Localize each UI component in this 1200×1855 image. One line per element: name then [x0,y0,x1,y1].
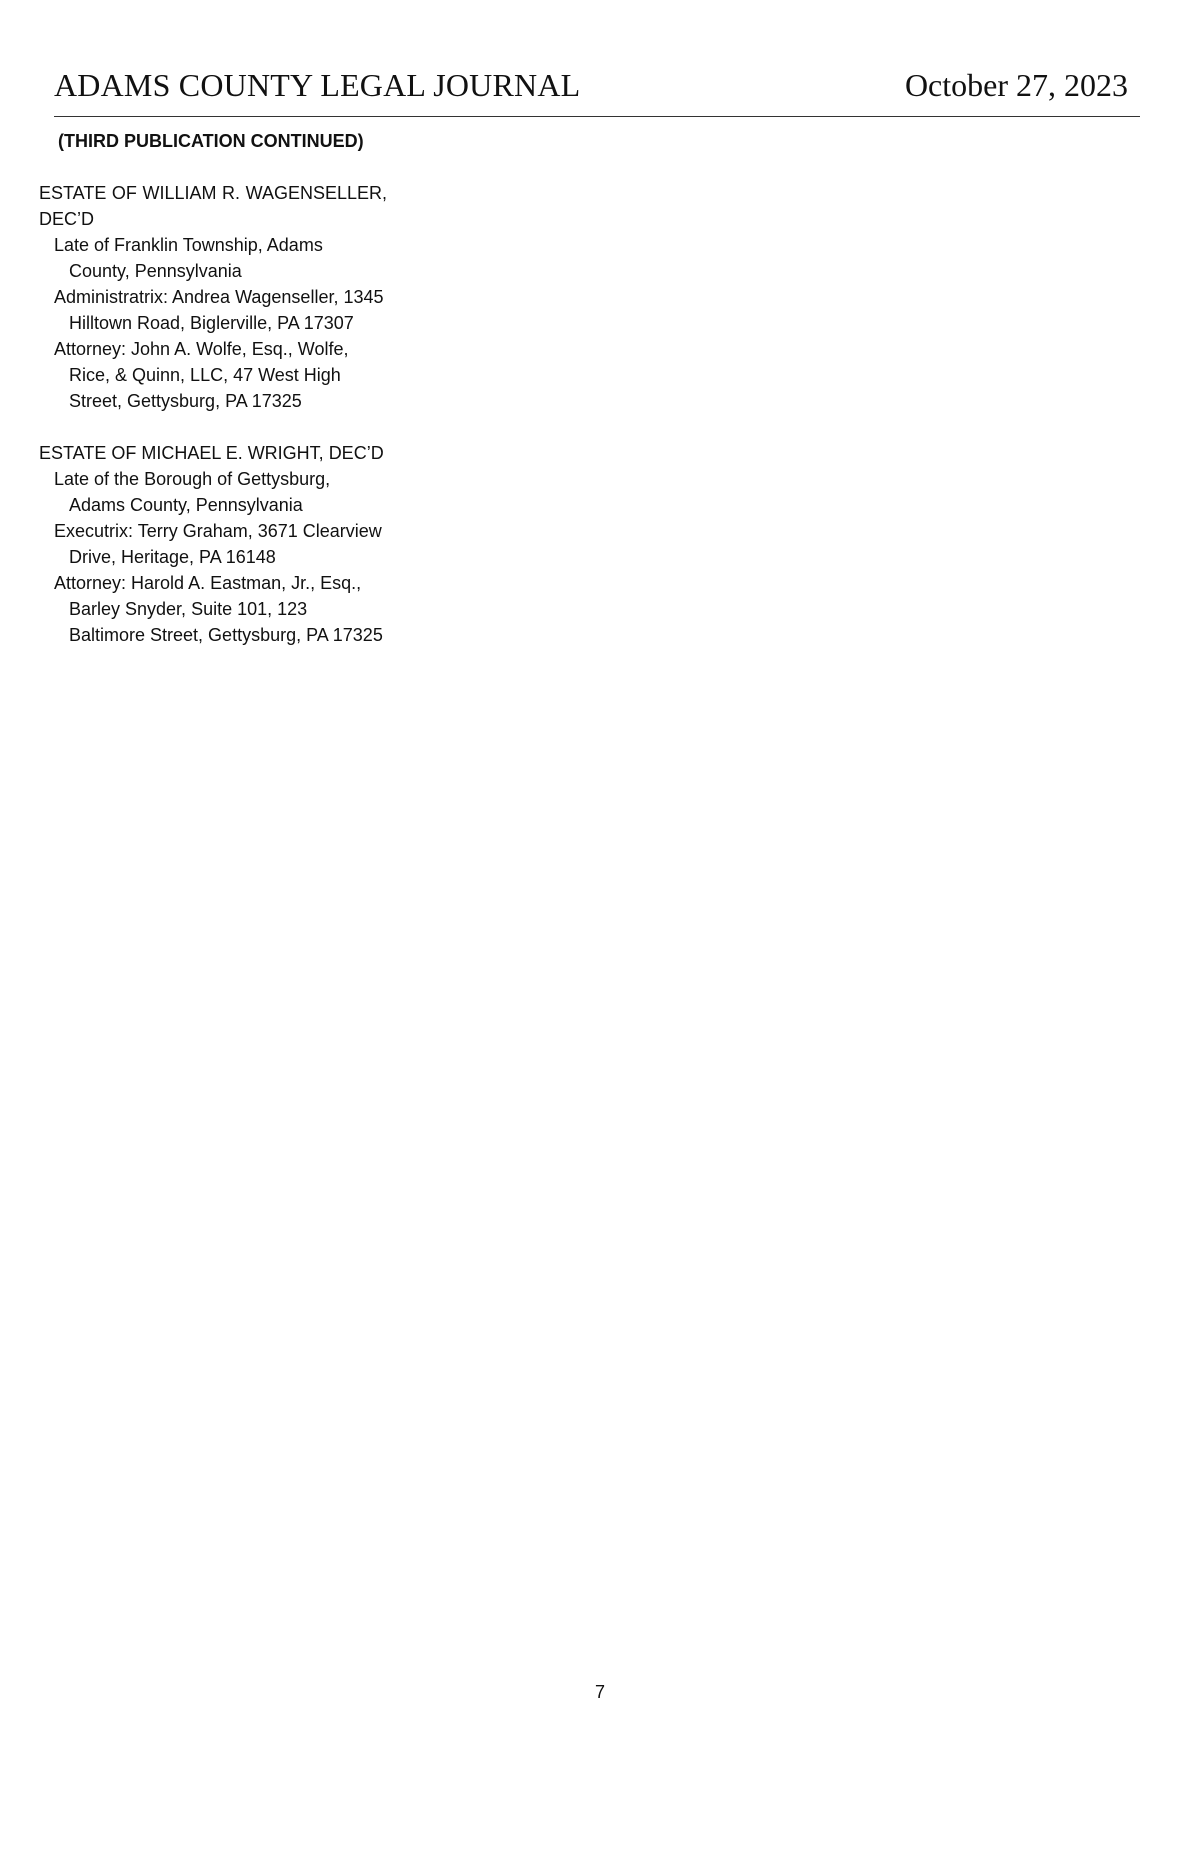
estate-name: ESTATE OF MICHAEL E. WRIGHT, DEC’D [39,443,384,463]
publication-date: October 27, 2023 [904,67,1128,103]
estate-residence: Late of Franklin Township, Adams County, Pennsylvania [54,235,323,281]
notices-column [39,180,387,674]
estate-attorney: Attorney: Harold A. Eastman, Jr., Esq., Barley Snyder, Suite 101, 123 Baltimore Street, Gettysburg, PA 17325 [54,573,383,645]
page-number: 7 [594,1682,605,1702]
estate-attorney: Attorney: John A. Wolfe, Esq., Wolfe, Rice, & Quinn, LLC, 47 West High Street, Gettysburg, PA 17325 [54,339,349,411]
estate-name: ESTATE OF WILLIAM R. WAGENSELLER, DEC’D [39,183,387,229]
estate-executrix: Executrix: Terry Graham, 3671 Clearview Drive, Heritage, PA 16148 [54,521,382,567]
estate-notice [39,440,387,648]
page-header [54,66,1140,117]
estate-residence: Late of the Borough of Gettysburg, Adams County, Pennsylvania [54,469,331,515]
estate-notice [39,180,387,414]
estate-administratrix: Administratrix: Andrea Wagenseller, 1345 Hilltown Road, Biglerville, PA 17307 [54,287,384,333]
section-heading: (THIRD PUBLICATION CONTINUED) [58,131,364,151]
journal-title: ADAMS COUNTY LEGAL JOURNAL [54,67,581,103]
